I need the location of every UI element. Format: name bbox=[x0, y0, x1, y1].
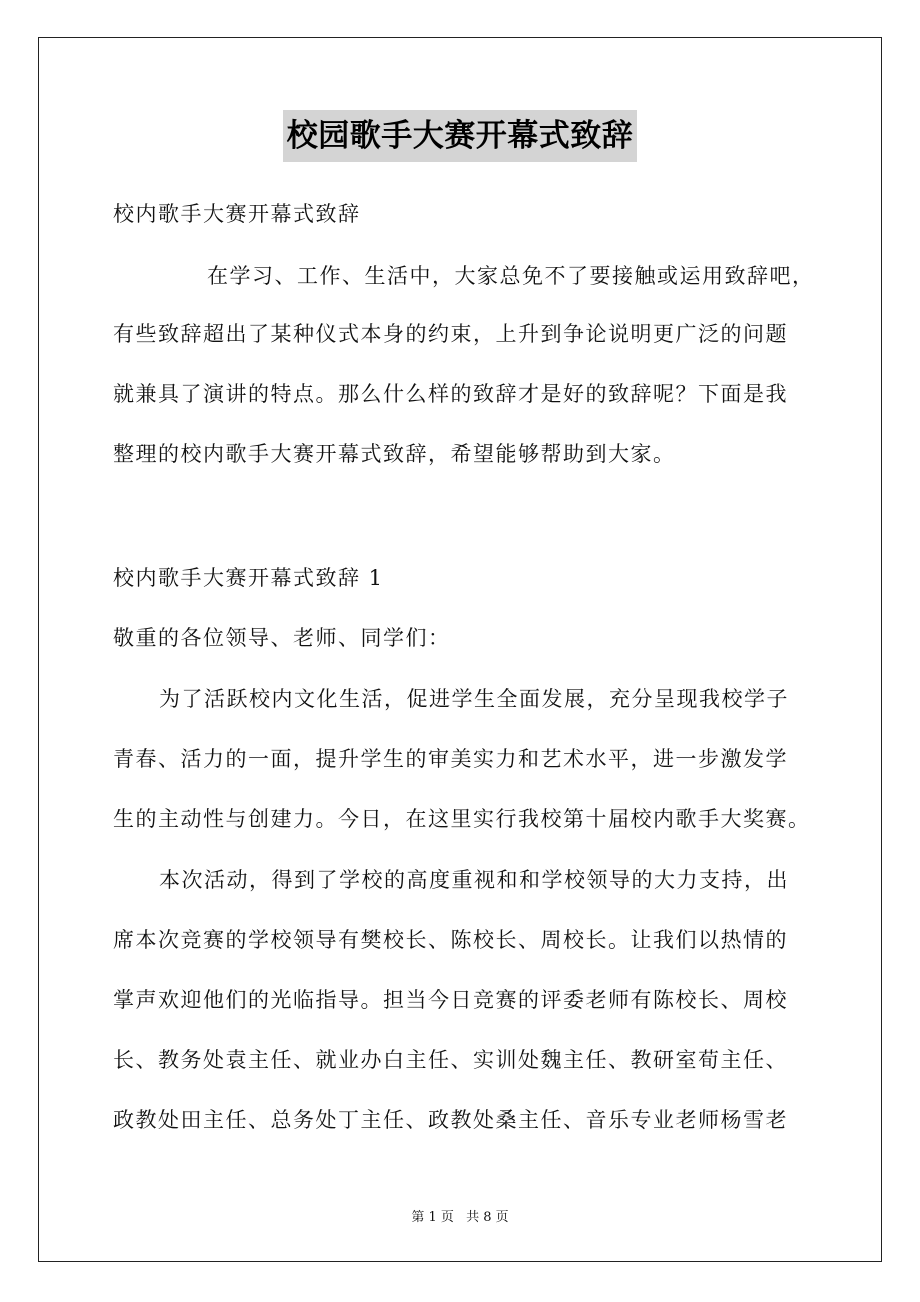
paragraph2-line-5: 政教处田主任、总务处丁主任、政教处桑主任、音乐专业老师杨雪老 bbox=[113, 1108, 788, 1132]
intro-line-1: 在学习、工作、生活中，大家总免不了要接触或运用致辞吧， bbox=[207, 264, 815, 288]
salutation: 敬重的各位领导、老师、同学们： bbox=[113, 626, 451, 650]
intro-line-2: 有些致辞超出了某种仪式本身的约束，上升到争论说明更广泛的问题 bbox=[113, 322, 788, 346]
intro-line-3: 就兼具了演讲的特点。那么什么样的致辞才是好的致辞呢？下面是我 bbox=[113, 382, 788, 406]
paragraph2-line-1: 本次活动，得到了学校的高度重视和和学校领导的大力支持，出 bbox=[159, 868, 789, 892]
paragraph2-line-4: 长、教务处袁主任、就业办白主任、实训处魏主任、教研室荀主任、 bbox=[113, 1048, 788, 1072]
paragraph1-line-2: 青春、活力的一面，提升学生的审美实力和艺术水平，进一步激发学 bbox=[113, 747, 788, 771]
section-heading: 校内歌手大赛开幕式致辞 1 bbox=[113, 566, 384, 590]
paragraph2-line-3: 掌声欢迎他们的光临指导。担当今日竞赛的评委老师有陈校长、周校 bbox=[113, 988, 788, 1012]
paragraph2-line-2: 席本次竞赛的学校领导有樊校长、陈校长、周校长。让我们以热情的 bbox=[113, 928, 788, 952]
page-number: 第 1 页 bbox=[411, 1210, 454, 1225]
paragraph1-line-3: 生的主动性与创建力。今日，在这里实行我校第十届校内歌手大奖赛。 bbox=[113, 807, 811, 831]
document-title: 校园歌手大赛开幕式致辞 bbox=[283, 110, 638, 162]
title-container bbox=[0, 110, 920, 162]
subtitle: 校内歌手大赛开幕式致辞 bbox=[113, 202, 361, 226]
paragraph1-line-1: 为了活跃校内文化生活，促进学生全面发展，充分呈现我校学子 bbox=[159, 687, 789, 711]
page-total: 共 8 页 bbox=[466, 1210, 509, 1225]
page-footer bbox=[0, 1206, 920, 1225]
intro-line-4: 整理的校内歌手大赛开幕式致辞，希望能够帮助到大家。 bbox=[113, 442, 676, 466]
